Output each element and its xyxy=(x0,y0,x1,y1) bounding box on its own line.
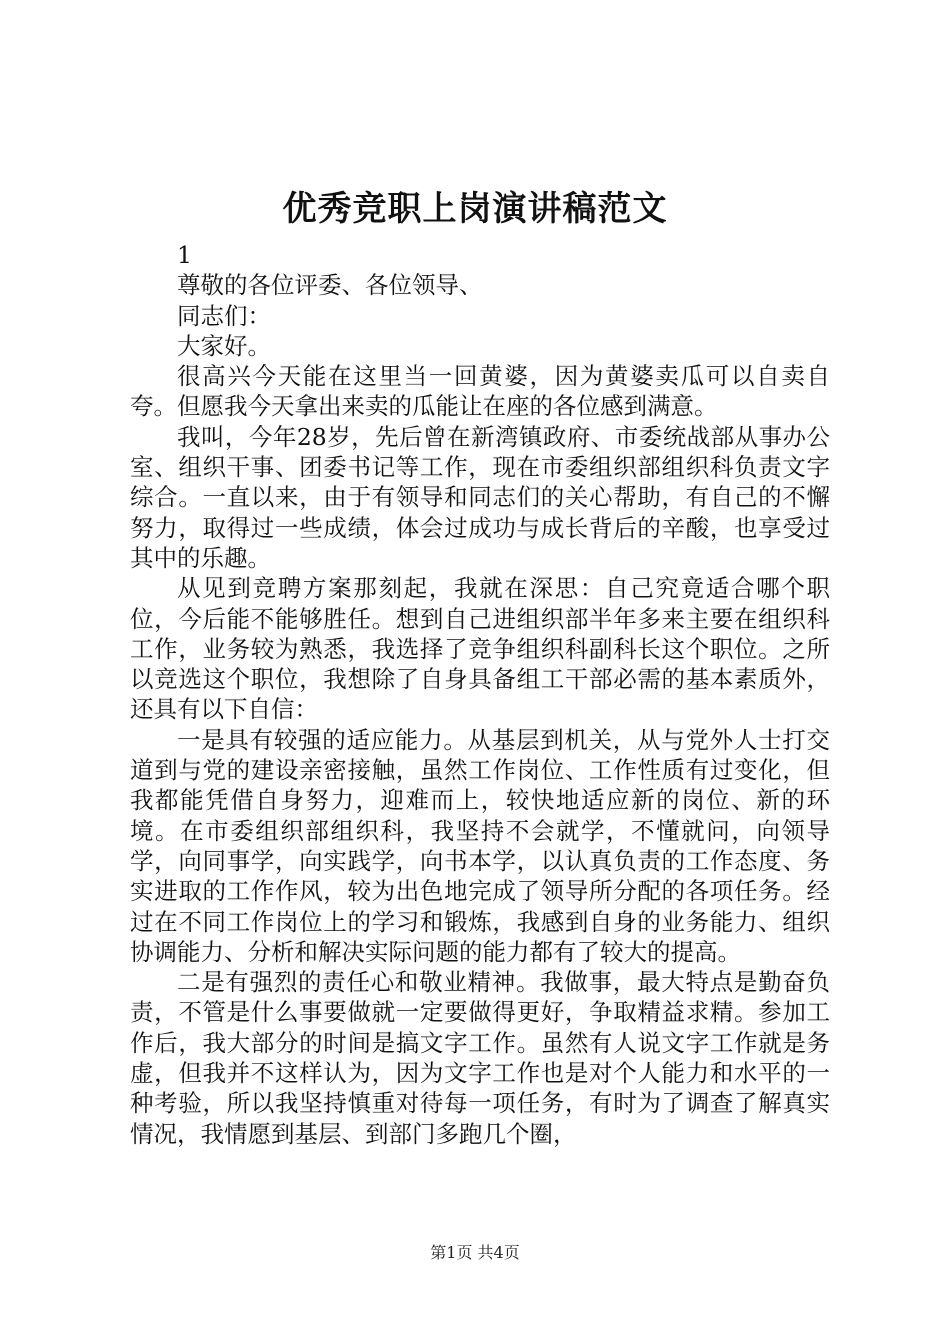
paragraph: 同志们： xyxy=(177,301,271,330)
paragraph: 二是有强烈的责任心和敬业精神。我做事，最大特点是勤奋负责，不管是什么事要做就一定要做得更好，争取精益求精。参加工作后，我大部分的时间是搞文字工作。虽然有人说文字工作就是务虚，但我并不这样认为，因为文字工作也是对个人能力和水平的一种考验，所以我坚持慎重对待每一项任务，有时为了调查了解真实情况，我情愿到基层、到部门多跑几个圈， xyxy=(130,968,830,1148)
paragraph: 一是具有较强的适应能力。从基层到机关，从与党外人士打交道到与党的建设亲密接触，虽然工作岗位、工作性质有过变化，但我都能凭借自身努力，迎难而上，较快地适应新的岗位、新的环境。在市委组织部组织科，我坚持不会就学，不懂就问，向领导学，向同事学，向实践学，向书本学，以认真负责的工作态度、务实进取的工作作风，较为出色地完成了领导所分配的各项任务。经过在不同工作岗位上的学习和锻炼，我感到自身的业务能力、组织协调能力、分析和解决实际问题的能力都有了较大的提高。 xyxy=(130,725,830,966)
document-title: 优秀竞职上岗演讲稿范文 xyxy=(282,189,668,229)
paragraph: 我叫，今年28岁，先后曾在新湾镇政府、市委统战部从事办公室、组织干事、团委书记等工作，现在市委组织部组织科负责文字综合。一直以来，由于有领导和同志们的关心帮助，有自己的不懈努力，取得过一些成绩，体会过成功与成长背后的辛酸，也享受过其中的乐趣。 xyxy=(130,422,830,572)
paragraph: 尊敬的各位评委、各位领导、 xyxy=(177,271,483,300)
paragraph: 1 xyxy=(177,241,192,269)
page-footer: 第1页 共4页 xyxy=(430,1243,520,1262)
paragraph: 从见到竞聘方案那刻起，我就在深思：自己究竟适合哪个职位，今后能不能够胜任。想到自己进组织部半年多来主要在组织科工作，业务较为熟悉，我选择了竞争组织科副科长这个职位。之所以竞选这个职位，我想除了自身具备组工干部必需的基本素质外，还具有以下自信： xyxy=(130,574,830,724)
document-body xyxy=(130,240,830,1149)
paragraph: 大家好。 xyxy=(177,331,271,360)
paragraph: 很高兴今天能在这里当一回黄婆，因为黄婆卖瓜可以自卖自夸。但愿我今天拿出来卖的瓜能让在座的各位感到满意。 xyxy=(130,362,830,421)
